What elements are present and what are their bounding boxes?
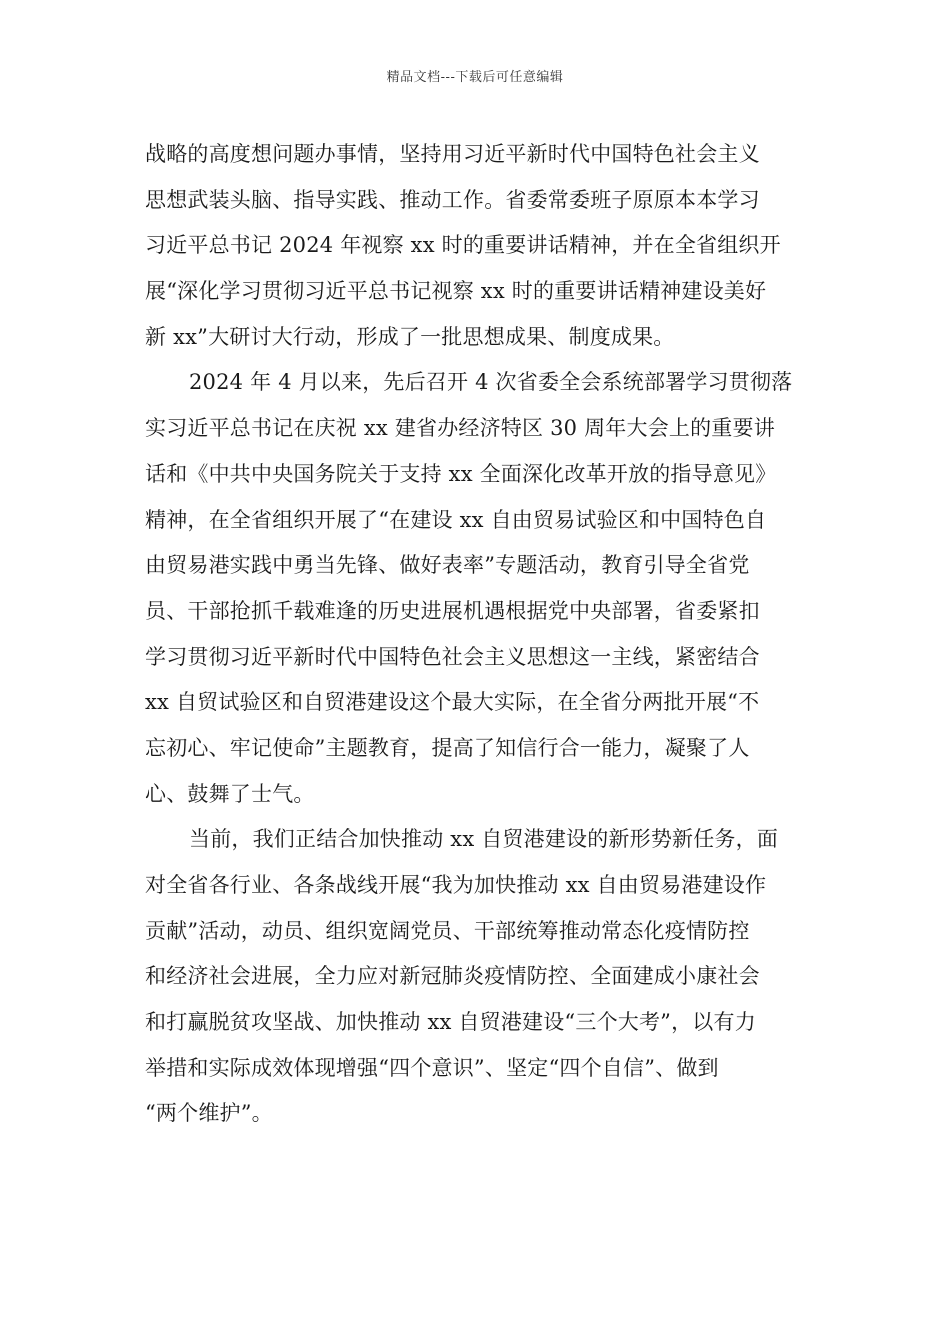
text-line: 贡献”活动，动员、组织宽阔党员、干部统筹推动常态化疫情防控 bbox=[145, 918, 750, 943]
page-header: 精品文档---下载后可任意编辑 bbox=[386, 70, 564, 85]
text-line: 习近平总书记 2024 年视察 xx 时的重要讲话精神，并在全省组织开 bbox=[145, 233, 781, 258]
text-line: 精神，在全省组织开展了“在建设 xx 自由贸易试验区和中国特色自 bbox=[145, 507, 767, 532]
paragraph-1 bbox=[145, 132, 807, 360]
text-line: 话和《中共中央国务院关于支持 xx 全面深化改革开放的指导意见》 bbox=[145, 461, 777, 486]
text-line: 2024 年 4 月以来，先后召开 4 次省委全会系统部署学习贯彻落 bbox=[189, 370, 793, 395]
text-line: 员、干部抢抓千载难逢的历史进展机遇根据党中央部署，省委紧扣 bbox=[145, 598, 760, 623]
text-line: 当前，我们正结合加快推动 xx 自贸港建设的新形势新任务，面 bbox=[189, 827, 779, 852]
text-line: xx 自贸试验区和自贸港建设这个最大实际，在全省分两批开展“不 bbox=[145, 690, 760, 715]
text-line: 忘初心、牢记使命”主题教育，提高了知信行合一能力，凝聚了人 bbox=[145, 735, 750, 760]
text-line: 举措和实际成效体现增强“四个意识”、坚定“四个自信”、做到 bbox=[145, 1055, 719, 1080]
text-line: 战略的高度想问题办事情，坚持用习近平新时代中国特色社会主义 bbox=[145, 142, 760, 166]
text-line: 对全省各行业、各条战线开展“我为加快推动 xx 自由贸易港建设作 bbox=[145, 873, 767, 897]
text-line: 新 xx”大研讨大行动，形成了一批思想成果、制度成果。 bbox=[145, 324, 675, 349]
text-line: 学习贯彻习近平新时代中国特色社会主义思想这一主线，紧密结合 bbox=[145, 644, 760, 669]
text-line: “两个维护”。 bbox=[145, 1101, 273, 1126]
paragraph-3 bbox=[145, 817, 807, 1137]
text-line: 由贸易港实践中勇当先锋、做好表率”专题活动，教育引导全省党 bbox=[145, 553, 750, 578]
text-line: 实习近平总书记在庆祝 xx 建省办经济特区 30 周年大会上的重要讲 bbox=[145, 416, 775, 441]
paragraph-2 bbox=[145, 360, 807, 817]
text-line: 和经济社会进展，全力应对新冠肺炎疫情防控、全面建成小康社会 bbox=[145, 964, 760, 989]
text-line: 心、鼓舞了士气。 bbox=[145, 781, 315, 806]
text-line: 和打赢脱贫攻坚战、加快推动 xx 自贸港建设“三个大考”，以有力 bbox=[145, 1010, 756, 1035]
text-line: 展“深化学习贯彻习近平总书记视察 xx 时的重要讲话精神建设美好 bbox=[145, 279, 767, 304]
document-body bbox=[145, 132, 807, 1137]
text-line: 思想武装头脑、指导实践、推动工作。省委常委班子原原本本学习 bbox=[145, 187, 760, 212]
